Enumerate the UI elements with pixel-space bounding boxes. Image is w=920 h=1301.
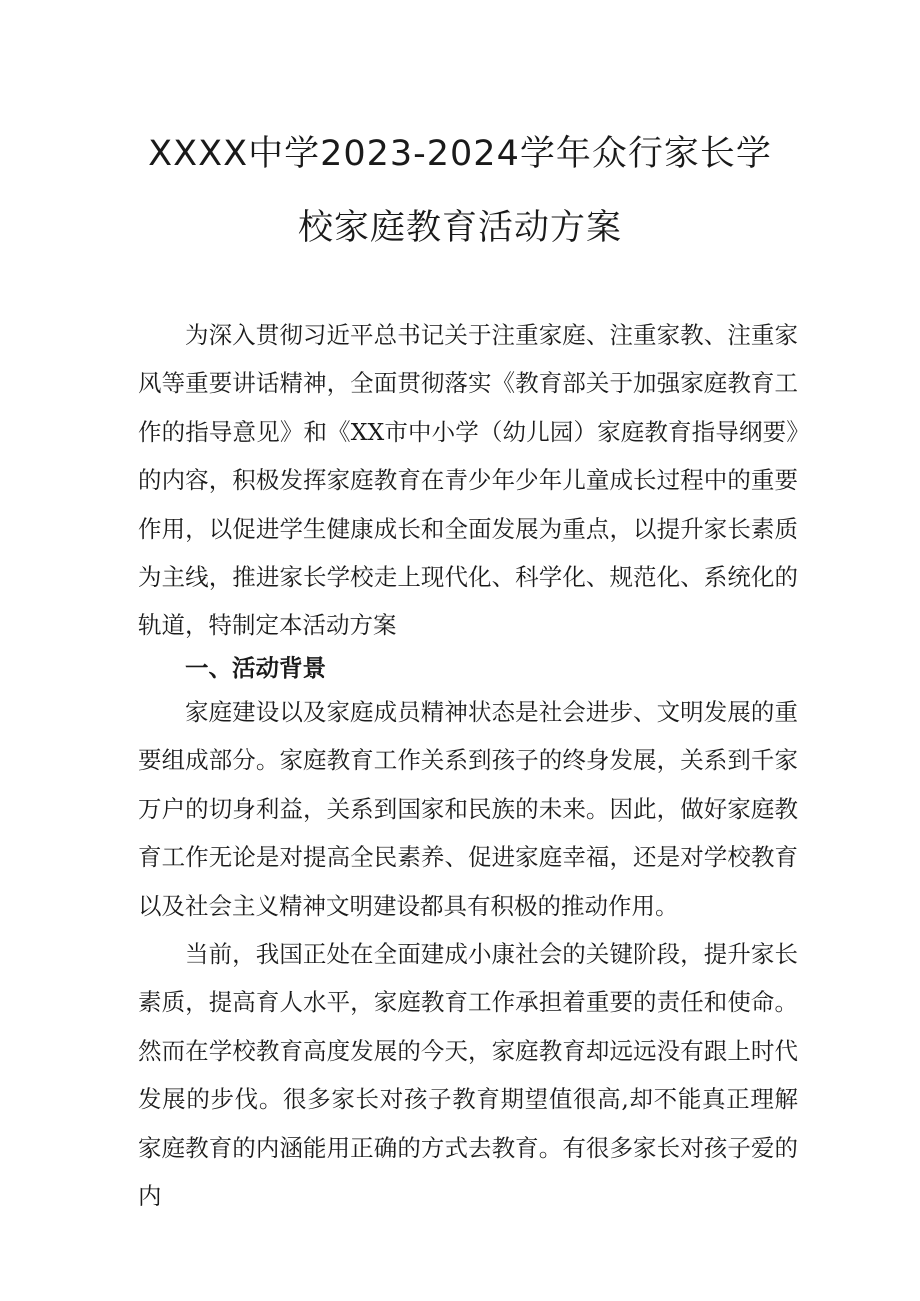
document-title-line-2: 校家庭教育活动方案 <box>297 208 622 248</box>
section-heading-background: 一、活动背景 <box>185 654 326 682</box>
background-paragraph-1: 家庭建设以及家庭成员精神状态是社会进步、文明发展的重要组成部分。家庭教育工作关系到孩子的终身发展，关系到千家万户的切身利益，关系到国家和民族的未来。因此，做好家庭教育工作无论是对提高全民素养、促进家庭幸福，还是对学校教育以及社会主义精神文明建设都具有积极的推动作用。 <box>138 698 798 920</box>
document-title-line-1: XXXX中学2023-2024学年众行家长学 <box>148 134 772 174</box>
background-paragraph-2: 当前，我国正处在全面建成小康社会的关键阶段，提升家长素质，提高育人水平，家庭教育工作承担着重要的责任和使命。然而在学校教育高度发展的今天，家庭教育却远远没有跟上时代发展的步伐。很多家长对孩子教育期望值很高,却不能真正理解家庭教育的内涵能用正确的方式去教育。有很多家长对孩子爱的内 <box>138 940 798 1211</box>
intro-paragraph: 为深入贯彻习近平总书记关于注重家庭、注重家教、注重家风等重要讲话精神，全面贯彻落实《教育部关于加强家庭教育工作的指导意见》和《XX市中小学（幼儿园）家庭教育指导纲要》的内容，积极发挥家庭教育在青少年少年儿童成长过程中的重要作用，以促进学生健康成长和全面发展为重点，以提升家长素质为主线，推进家长学校走上现代化、科学化、规范化、系统化的轨道，特制定本活动方案 <box>138 321 798 640</box>
